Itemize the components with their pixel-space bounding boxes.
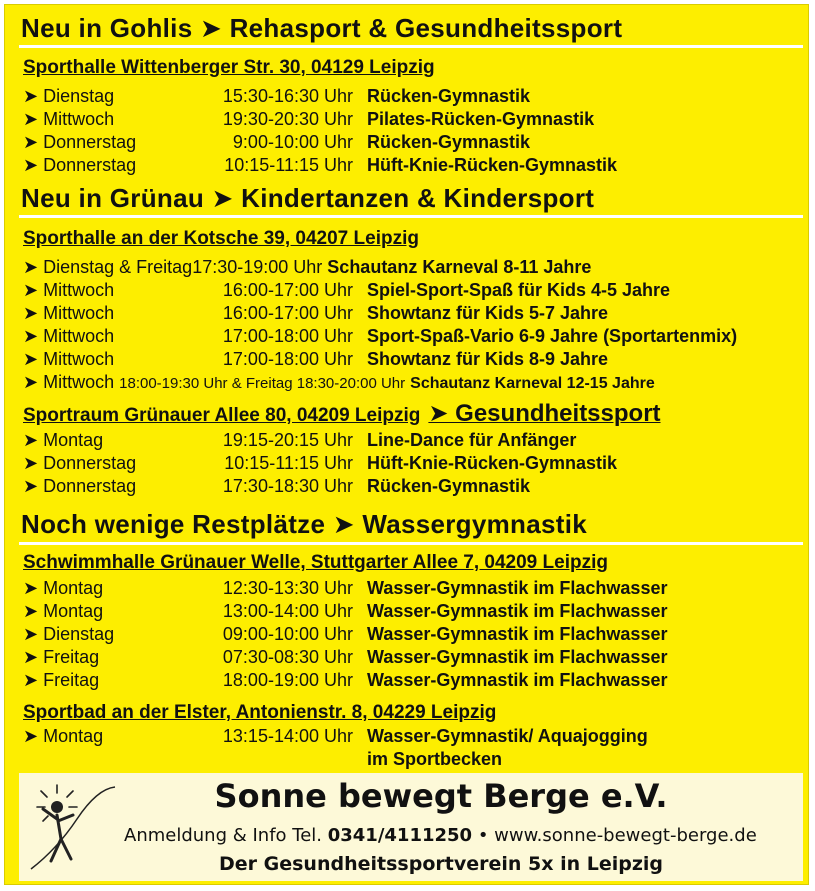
arrow-icon: ➤ [23, 303, 39, 323]
day-label: Mittwoch [43, 372, 115, 392]
activity-label: Showtanz für Kids 5-7 Jahre [367, 303, 609, 323]
day-label: Mittwoch [43, 349, 115, 369]
activity-label: Rücken-Gymnastik [367, 86, 531, 106]
arrow-icon: ➤ [23, 647, 39, 667]
activity-label: im Sportbecken [367, 749, 503, 769]
time-label: 16:00-17:00 Uhr [222, 303, 353, 323]
day-label: Freitag [43, 647, 100, 667]
activity-label: Hüft-Knie-Rücken-Gymnastik [367, 453, 618, 473]
activity-label: Showtanz für Kids 8-9 Jahre [367, 349, 609, 369]
day-label: Mittwoch [43, 326, 115, 346]
day-label: Dienstag [43, 624, 115, 644]
arrow-icon: ➤ [23, 726, 39, 746]
time-label: 13:15-14:00 Uhr [222, 726, 353, 746]
venue-sportraum [23, 400, 661, 427]
arrow-icon: ➤ [23, 430, 39, 450]
arrow-icon: ➤ [23, 476, 39, 496]
activity-label: Wasser-Gymnastik im Flachwasser [367, 601, 668, 621]
arrow-icon: ➤ [23, 372, 39, 392]
time-label: 19:30-20:30 Uhr [222, 109, 353, 129]
activity-label: Hüft-Knie-Rücken-Gymnastik [367, 155, 618, 175]
tagline: Der Gesundheitssportverein 5x in Leipzig [219, 853, 664, 875]
arrow-icon: ➤ [23, 155, 39, 175]
day-label: Donnerstag [43, 476, 137, 496]
venue-wittenberger: Sporthalle Wittenberger Str. 30, 04129 Leipzig [23, 57, 435, 78]
day-label: Donnerstag [43, 155, 137, 175]
time-label: 17:30-18:30 Uhr [222, 476, 353, 496]
activity-label: Wasser-Gymnastik im Flachwasser [367, 647, 668, 667]
activity-label: Sport-Spaß-Vario 6-9 Jahre (Sportartenmix) [367, 326, 738, 346]
time-label: 16:00-17:00 Uhr [222, 280, 353, 300]
activity-label: Pilates-Rücken-Gymnastik [367, 109, 595, 129]
wasser-section-header: Noch wenige Restplätze ➤ Wassergymnastik [21, 509, 587, 539]
time-label: 09:00-10:00 Uhr [222, 624, 353, 644]
gohlis-section-header: Neu in Gohlis ➤ Rehasport & Gesundheitssport [21, 13, 623, 43]
phone-number[interactable]: 0341/4111250 [327, 825, 473, 846]
time-label: 18:00-19:30 Uhr & Freitag 18:30-20:00 Uhr [119, 375, 406, 392]
info-prefix: Anmeldung & Info Tel. [124, 825, 322, 846]
time-label: 10:15-11:15 Uhr [224, 453, 353, 473]
time-label: 10:15-11:15 Uhr [224, 155, 353, 175]
activity-label: Schautanz Karneval 12-15 Jahre [410, 375, 655, 392]
day-label: Mittwoch [43, 280, 115, 300]
activity-label: Wasser-Gymnastik im Flachwasser [367, 670, 668, 690]
activity-label: Wasser-Gymnastik/ Aquajogging [367, 726, 648, 746]
arrow-icon: ➤ [23, 132, 39, 152]
activity-label: Line-Dance für Anfänger [367, 430, 577, 450]
day-label: Montag [43, 578, 104, 598]
day-label: Montag [43, 601, 104, 621]
time-label: 9:00-10:00 Uhr [232, 132, 353, 152]
time-label: 17:30-19:00 Uhr [192, 257, 323, 277]
time-label: 17:00-18:00 Uhr [222, 349, 353, 369]
separator-dot: • [477, 825, 489, 846]
time-label: 15:30-16:30 Uhr [222, 86, 353, 106]
arrow-icon: ➤ [23, 578, 39, 598]
time-label: 17:00-18:00 Uhr [222, 326, 353, 346]
day-label: Mittwoch [43, 109, 115, 129]
day-label: Freitag [43, 670, 100, 690]
arrow-icon: ➤ [23, 601, 39, 621]
arrow-icon: ➤ [23, 670, 39, 690]
activity-label: Wasser-Gymnastik im Flachwasser [367, 624, 668, 644]
time-label: 18:00-19:00 Uhr [222, 670, 353, 690]
contact-info [124, 825, 757, 846]
website-link[interactable]: www.sonne-bewegt-berge.de [494, 825, 757, 846]
time-label: 12:30-13:30 Uhr [222, 578, 353, 598]
divider [19, 215, 803, 218]
organization-name: Sonne bewegt Berge e.V. [214, 777, 668, 815]
activity-label: Spiel-Sport-Spaß für Kids 4-5 Jahre [367, 280, 671, 300]
venue-sportraum-category: ➤ Gesundheitssport [428, 400, 661, 427]
time-label: 13:00-14:00 Uhr [222, 601, 353, 621]
arrow-icon: ➤ [23, 326, 39, 346]
day-label: Donnerstag [43, 132, 137, 152]
day-label: Montag [43, 726, 104, 746]
arrow-icon: ➤ [23, 624, 39, 644]
arrow-icon: ➤ [23, 257, 39, 277]
divider [19, 542, 803, 545]
day-label: Dienstag & Freitag [43, 257, 193, 277]
activity-label: Rücken-Gymnastik [367, 132, 531, 152]
time-label: 19:15-20:15 Uhr [222, 430, 353, 450]
activity-label: Schautanz Karneval 8-11 Jahre [327, 257, 592, 277]
day-label: Mittwoch [43, 303, 115, 323]
arrow-icon: ➤ [23, 453, 39, 473]
activity-label: Wasser-Gymnastik im Flachwasser [367, 578, 668, 598]
arrow-icon: ➤ [23, 349, 39, 369]
activity-label: Rücken-Gymnastik [367, 476, 531, 496]
day-label: Montag [43, 430, 104, 450]
divider [19, 45, 803, 48]
sports-schedule-ad [4, 4, 809, 885]
venue-schwimmhalle: Schwimmhalle Grünauer Welle, Stuttgarter Allee 7, 04209 Leipzig [23, 552, 608, 573]
venue-sportbad: Sportbad an der Elster, Antonienstr. 8, 04229 Leipzig [23, 702, 497, 723]
arrow-icon: ➤ [23, 86, 39, 106]
venue-kotsche: Sporthalle an der Kotsche 39, 04207 Leipzig [23, 228, 419, 249]
day-label: Donnerstag [43, 453, 137, 473]
footer-banner [19, 773, 803, 881]
day-label: Dienstag [43, 86, 115, 106]
time-label: 07:30-08:30 Uhr [222, 647, 353, 667]
arrow-icon: ➤ [23, 280, 39, 300]
venue-sportraum-name: Sportraum Grünauer Allee 80, 04209 Leipzig [23, 405, 421, 426]
arrow-icon: ➤ [23, 109, 39, 129]
gruenau-section-header: Neu in Grünau ➤ Kindertanzen & Kindersport [21, 183, 595, 213]
